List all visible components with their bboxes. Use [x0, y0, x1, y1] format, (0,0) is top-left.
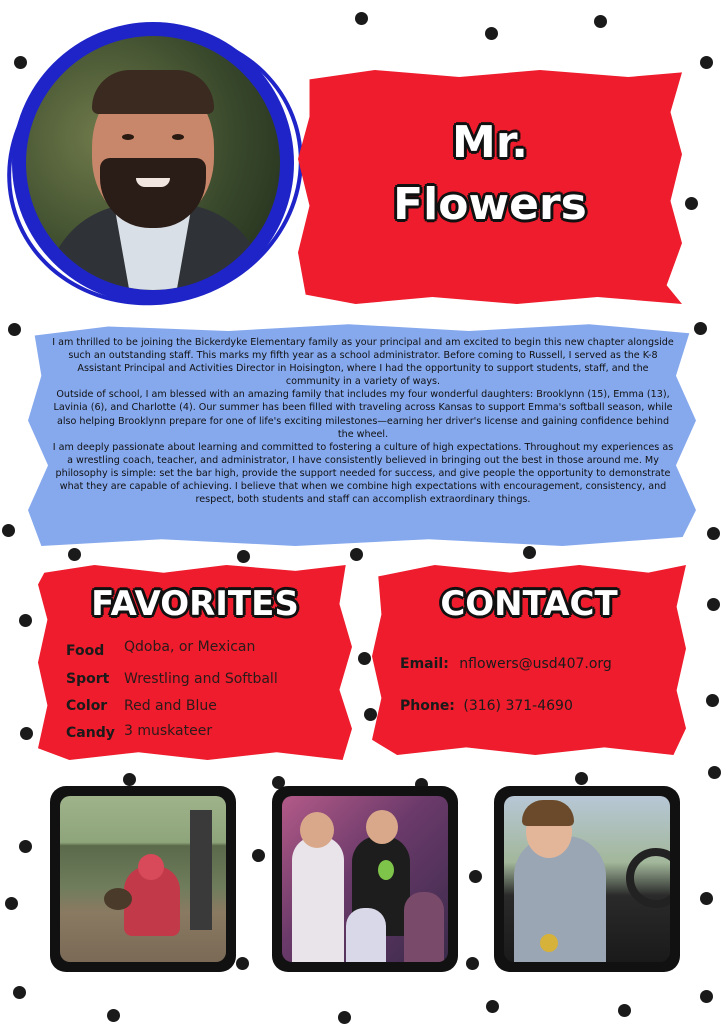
email-label: Email:	[400, 656, 449, 672]
favorite-value: Wrestling and Softball	[124, 671, 278, 687]
title-line-2: Flowers	[393, 179, 587, 230]
favorite-label: Candy	[66, 725, 115, 741]
page-title	[298, 112, 682, 236]
phone-link[interactable]: (316) 371-4690	[463, 698, 573, 714]
contact-heading: CONTACT	[440, 584, 618, 624]
favorite-value: Qdoba, or Mexican	[124, 639, 256, 655]
favorite-value: 3 muskateer	[124, 723, 213, 739]
favorite-label: Color	[66, 698, 108, 714]
bio-paragraph: I am thrilled to be joining the Bickerdyke Elementary family as your principal and am excited to begin this new chapter alongside such an outstanding staff. This marks my fifth year as a school administrator. Before coming to Russell, I served as the K-8 Assistant Principal and Activities Director in Hoisington, where I had the opportunity to support students, staff, and the community in a variety of ways.	[52, 337, 674, 388]
favorites-heading: FAVORITES	[91, 584, 299, 624]
title-line-1: Mr.	[452, 117, 528, 168]
contact-phone-row	[400, 698, 573, 714]
portrait-photo	[26, 36, 280, 290]
favorite-label: Food	[66, 643, 105, 659]
favorite-label: Sport	[66, 671, 110, 687]
email-link[interactable]: nflowers@usd407.org	[459, 656, 612, 672]
favorite-value: Red and Blue	[124, 698, 217, 714]
portrait-frame	[12, 22, 294, 304]
contact-email-row	[400, 656, 612, 672]
driving-photo	[494, 786, 680, 972]
phone-label: Phone:	[400, 698, 455, 714]
bio-paragraph: I am deeply passionate about learning and committed to fostering a culture of high expectations. Throughout my experiences as a wrestling coach, teacher, and administrator, I have consistently believed in bringing out the best in those around me. My philosophy is simple: set the bar high, provide the support needed for success, and give people the opportunity to demonstrate what they are capable of achieving. I believe that when we combine high expectations with encouragement, consistency, and respect, both students and staff can accomplish extraordinary things.	[52, 441, 674, 506]
bio-text	[50, 336, 676, 506]
softball-catcher-photo	[50, 786, 236, 972]
bio-paragraph: Outside of school, I am blessed with an amazing family that includes my four wonderful daughters: Brooklynn (15), Emma (13), Lavinia (6), and Charlotte (4). Our summer has been filled with traveling across Kansas to support Emma's softball season, while also helping Brooklynn prepare for one of life's exciting milestones—earning her driver's license and gaining confidence behind the wheel.	[53, 389, 673, 440]
daughters-photo	[272, 786, 458, 972]
